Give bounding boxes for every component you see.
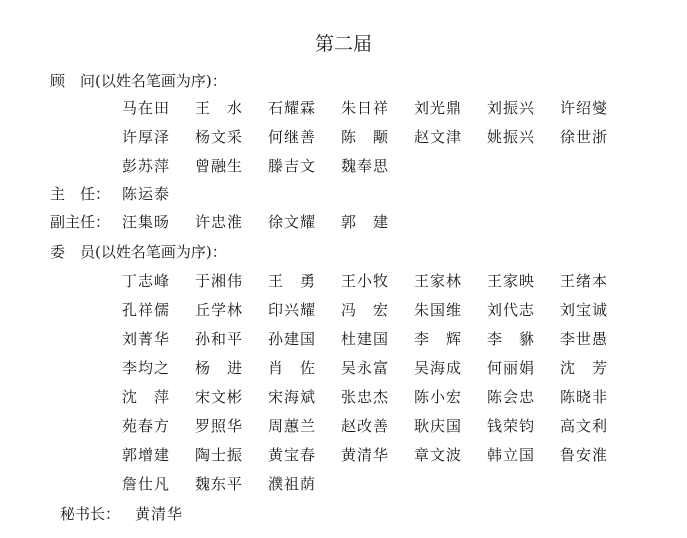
member-name: 钱荣钧 xyxy=(487,417,536,435)
member-name: 于湘伟 xyxy=(195,272,244,290)
advisors-label: 顾 问(以姓名笔画为序)： xyxy=(50,72,227,90)
member-name: 吴永富 xyxy=(341,359,390,377)
member-name: 丘学林 xyxy=(195,301,244,319)
deputy-director-name: 徐文耀 xyxy=(268,213,317,231)
member-name: 黄宝春 xyxy=(268,446,317,464)
member-name: 黄清华 xyxy=(341,446,390,464)
member-name: 陈晓非 xyxy=(560,388,609,406)
member-name: 宋海斌 xyxy=(268,388,317,406)
members-row xyxy=(122,300,642,329)
advisor-name: 何继善 xyxy=(268,128,317,146)
advisor-name: 许绍燮 xyxy=(560,99,609,117)
advisor-name: 马在田 xyxy=(122,99,171,117)
advisor-name: 朱日祥 xyxy=(341,99,390,117)
member-name: 赵改善 xyxy=(341,417,390,435)
member-name: 孙和平 xyxy=(195,330,244,348)
member-name: 刘代志 xyxy=(487,301,536,319)
member-name: 陶士振 xyxy=(195,446,244,464)
member-name: 濮祖荫 xyxy=(268,475,317,493)
members-label: 委 员(以姓名笔画为序)： xyxy=(50,243,227,261)
deputy-director-name: 郭 建 xyxy=(341,213,390,231)
member-name: 耿庆国 xyxy=(414,417,463,435)
advisor-name: 刘光鼎 xyxy=(414,99,463,117)
advisors-row xyxy=(122,98,642,127)
member-name: 丁志峰 xyxy=(122,272,171,290)
member-name: 王 勇 xyxy=(268,272,317,290)
member-name: 苑春方 xyxy=(122,417,171,435)
members-row xyxy=(122,416,642,445)
member-name: 王绪本 xyxy=(560,272,609,290)
member-name: 印兴耀 xyxy=(268,301,317,319)
member-name: 王小牧 xyxy=(341,272,390,290)
page-title: 第二届 xyxy=(314,33,372,55)
members-row xyxy=(122,474,642,503)
member-name: 杜建国 xyxy=(341,330,390,348)
member-name: 詹仕凡 xyxy=(122,475,171,493)
member-name: 高文利 xyxy=(560,417,609,435)
member-name: 周蕙兰 xyxy=(268,417,317,435)
member-name: 孙建国 xyxy=(268,330,317,348)
advisor-name: 曾融生 xyxy=(195,157,244,175)
member-name: 李均之 xyxy=(122,359,171,377)
member-name: 王家林 xyxy=(414,272,463,290)
member-name: 宋文彬 xyxy=(195,388,244,406)
member-name: 章文波 xyxy=(414,446,463,464)
member-name: 刘宝诚 xyxy=(560,301,609,319)
member-name: 李 辉 xyxy=(414,330,463,348)
member-name: 冯 宏 xyxy=(341,301,390,319)
member-name: 陈会忠 xyxy=(487,388,536,406)
deputy-director-name: 许忠淮 xyxy=(195,213,244,231)
members-row xyxy=(122,387,642,416)
advisor-name: 彭苏萍 xyxy=(122,157,171,175)
member-name: 郭增建 xyxy=(122,446,171,464)
member-name: 李世愚 xyxy=(560,330,609,348)
director-name: 陈运泰 xyxy=(122,185,171,203)
advisors-row xyxy=(122,156,642,185)
secretary-general-name: 黄清华 xyxy=(135,505,184,523)
advisor-name: 杨文采 xyxy=(195,128,244,146)
members-list xyxy=(122,271,642,503)
advisor-name: 滕吉文 xyxy=(268,157,317,175)
member-name: 王家映 xyxy=(487,272,536,290)
member-name: 李 貅 xyxy=(487,330,536,348)
member-name: 肖 佐 xyxy=(268,359,317,377)
member-name: 孔祥儒 xyxy=(122,301,171,319)
director-label: 主 任： xyxy=(50,185,111,203)
member-name: 何丽娟 xyxy=(487,359,536,377)
members-row xyxy=(122,358,642,387)
members-row xyxy=(122,445,642,474)
members-row xyxy=(122,329,642,358)
member-name: 鲁安淮 xyxy=(560,446,609,464)
advisor-name: 王 水 xyxy=(195,99,244,117)
advisor-name: 姚振兴 xyxy=(487,128,536,146)
deputy-directors-label: 副主任： xyxy=(50,213,111,231)
member-name: 朱国维 xyxy=(414,301,463,319)
advisor-name: 魏奉思 xyxy=(341,157,390,175)
deputy-director-name: 汪集旸 xyxy=(122,213,171,231)
advisor-name: 许厚泽 xyxy=(122,128,171,146)
advisors-row xyxy=(122,127,642,156)
member-name: 罗照华 xyxy=(195,417,244,435)
member-name: 陈小宏 xyxy=(414,388,463,406)
advisor-name: 徐世浙 xyxy=(560,128,609,146)
member-name: 吴海成 xyxy=(414,359,463,377)
advisors-list xyxy=(122,98,642,185)
director-names xyxy=(122,184,195,204)
member-name: 魏东平 xyxy=(195,475,244,493)
member-name: 韩立国 xyxy=(487,446,536,464)
member-name: 沈 芳 xyxy=(560,359,609,377)
secretary-general-names xyxy=(135,504,208,524)
advisor-name: 赵文津 xyxy=(414,128,463,146)
member-name: 沈 萍 xyxy=(122,388,171,406)
advisor-name: 石耀霖 xyxy=(268,99,317,117)
deputy-directors-names xyxy=(122,212,414,232)
advisor-name: 陈 颙 xyxy=(341,128,390,146)
advisor-name: 刘振兴 xyxy=(487,99,536,117)
member-name: 刘菁华 xyxy=(122,330,171,348)
member-name: 杨 进 xyxy=(195,359,244,377)
members-row xyxy=(122,271,642,300)
secretary-general-label: 秘书长： xyxy=(60,505,121,523)
member-name: 张忠杰 xyxy=(341,388,390,406)
